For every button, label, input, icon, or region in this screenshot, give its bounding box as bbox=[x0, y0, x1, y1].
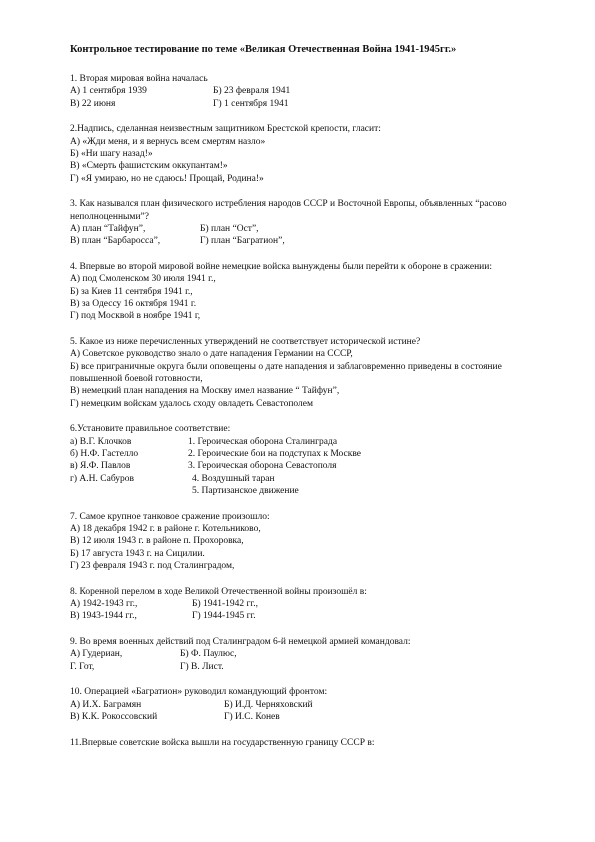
answer-option: Г) план “Багратион”, bbox=[200, 236, 285, 247]
question-7 bbox=[70, 511, 550, 572]
answer-option: А) 1 сентября 1939 bbox=[70, 86, 147, 97]
answer-row bbox=[70, 711, 550, 723]
match-event: 5. Партизанское движение bbox=[192, 485, 299, 496]
question-2 bbox=[70, 123, 550, 184]
answer-row bbox=[70, 699, 550, 711]
question-3 bbox=[70, 198, 550, 247]
answer-row bbox=[70, 598, 550, 610]
answer-option: В) немецкий план нападения на Москву имел название “ Тайфун”, bbox=[70, 386, 340, 397]
answer-option: Б) 23 февраля 1941 bbox=[213, 86, 291, 97]
answer-row bbox=[70, 235, 550, 247]
answer-row bbox=[70, 648, 550, 660]
answer-option: Г) немецким войскам удалось сходу овладеть Севастополем bbox=[70, 398, 314, 409]
question-text: 9. Во время военных действий под Сталинградом 6-й немецкой армией командовал: bbox=[70, 636, 411, 647]
answer-option: Г) 1944-1945 гг. bbox=[192, 611, 256, 622]
question-text: 8. Коренной перелом в ходе Великой Отечественной войны произошёл в: bbox=[70, 586, 367, 597]
answer-option: Б) И.Д. Черняховский bbox=[224, 699, 313, 710]
answer-row bbox=[70, 610, 550, 622]
match-row bbox=[70, 460, 550, 472]
answer-option: Г) В. Лист. bbox=[180, 661, 224, 672]
question-text: 5. Какое из ниже перечисленных утверждений не соответствует исторической истине? bbox=[70, 337, 421, 348]
match-row bbox=[70, 473, 550, 485]
match-event: 3. Героическая оборона Севастополя bbox=[188, 461, 337, 472]
answer-option: Б) «Ни шагу назад!» bbox=[70, 148, 153, 159]
question-11 bbox=[70, 737, 550, 749]
answer-option: Б) за Киев 11 сентября 1941 г., bbox=[70, 286, 193, 297]
answer-option: А) под Смоленском 30 июля 1941 г., bbox=[70, 274, 216, 285]
answer-option: А) план “Тайфун”, bbox=[70, 223, 146, 234]
answer-option: В) «Смерть фашистским оккупантам!» bbox=[70, 161, 228, 172]
answer-row bbox=[70, 223, 550, 235]
question-text: 7. Самое крупное танковое сражение произошло: bbox=[70, 511, 270, 522]
answer-option: Б) Ф. Паулюс, bbox=[180, 649, 237, 660]
question-8 bbox=[70, 586, 550, 623]
answer-option: В) 12 июля 1943 г. в районе п. Прохоровка, bbox=[70, 536, 244, 547]
answer-option: Б) все приграничные округа были оповещены о дате нападения и заблаговременно приведены в состояние повышенной боевой готовности, bbox=[70, 361, 502, 384]
answer-option: Г) 1 сентября 1941 bbox=[213, 98, 289, 109]
answer-option: Г) 23 февраля 1943 г. под Сталинградом, bbox=[70, 560, 235, 571]
answer-option: А) Гудериан, bbox=[70, 649, 123, 660]
match-person: г) А.Н. Сабуров bbox=[70, 473, 135, 484]
answer-option: А) «Жди меня, и я вернусь всем смертям назло» bbox=[70, 136, 266, 147]
question-6 bbox=[70, 423, 550, 497]
question-text: 1. Вторая мировая война началась bbox=[70, 74, 208, 84]
question-text: 6.Установите правильное соответствие: bbox=[70, 424, 231, 435]
questions-list bbox=[70, 73, 550, 763]
answer-row bbox=[70, 98, 550, 110]
match-row bbox=[70, 436, 550, 448]
answer-row bbox=[70, 85, 550, 97]
answer-option: А) 18 декабря 1942 г. в районе г. Котельниково, bbox=[70, 523, 261, 534]
match-event: 4. Воздушный таран bbox=[192, 473, 275, 484]
answer-option: Г) под Москвой в ноябре 1941 г, bbox=[70, 311, 201, 322]
question-text: 2.Надпись, сделанная неизвестным защитником Брестской крепости, гласит: bbox=[70, 124, 381, 135]
question-1 bbox=[70, 73, 550, 110]
answer-row bbox=[70, 661, 550, 673]
match-event: 2. Героические бои на подступах к Москве bbox=[188, 448, 362, 459]
question-text: 4. Впервые во второй мировой войне немецкие войска вынуждены были перейти к обороне в сражении: bbox=[70, 262, 492, 273]
answer-option: Б) план “Ост”, bbox=[200, 223, 259, 234]
match-event: 1. Героическая оборона Сталинграда bbox=[188, 436, 338, 447]
question-9 bbox=[70, 636, 550, 673]
question-text: 3. Как назывался план физического истребления народов СССР и Восточной Европы, объявленных “расово неполноценными”? bbox=[70, 199, 507, 222]
answer-option: Б) 1941-1942 гг., bbox=[192, 598, 259, 609]
question-text: 10. Операцией «Багратион» руководил командующий фронтом: bbox=[70, 687, 328, 698]
answer-option: В) за Одессу 16 октября 1941 г. bbox=[70, 298, 197, 309]
question-4 bbox=[70, 261, 550, 322]
question-text: 11.Впервые советские войска вышли на государственную границу СССР в: bbox=[70, 737, 375, 748]
match-person-empty bbox=[70, 485, 188, 497]
match-row bbox=[70, 485, 550, 497]
answer-option: Б) 17 августа 1943 г. на Сицилии. bbox=[70, 548, 205, 559]
answer-option: В) план “Барбаросса”, bbox=[70, 236, 161, 247]
match-row bbox=[70, 448, 550, 460]
answer-option: А) 1942-1943 гг., bbox=[70, 598, 138, 609]
answer-option: В) К.К. Рокоссовский bbox=[70, 711, 158, 722]
answer-option: В) 1943-1944 гг., bbox=[70, 611, 137, 622]
match-person: в) Я.Ф. Павлов bbox=[70, 461, 131, 472]
answer-option: Г. Гот, bbox=[70, 661, 95, 672]
answer-option: В) 22 июня bbox=[70, 98, 116, 109]
answer-option: Г) «Я умираю, но не сдаюсь! Прощай, Родина!» bbox=[70, 173, 264, 184]
match-person: а) В.Г. Клочков bbox=[70, 436, 132, 447]
answer-option: А) И.Х. Баграмян bbox=[70, 699, 142, 710]
answer-option: А) Советское руководство знало о дате нападения Германии на СССР, bbox=[70, 349, 353, 360]
answer-option: Г) И.С. Конев bbox=[224, 711, 280, 722]
question-10 bbox=[70, 686, 550, 723]
match-person: б) Н.Ф. Гастелло bbox=[70, 448, 139, 459]
question-5 bbox=[70, 336, 550, 410]
document-title: Контрольное тестирование по теме «Великая Отечественная Война 1941-1945гг.» bbox=[70, 44, 457, 55]
